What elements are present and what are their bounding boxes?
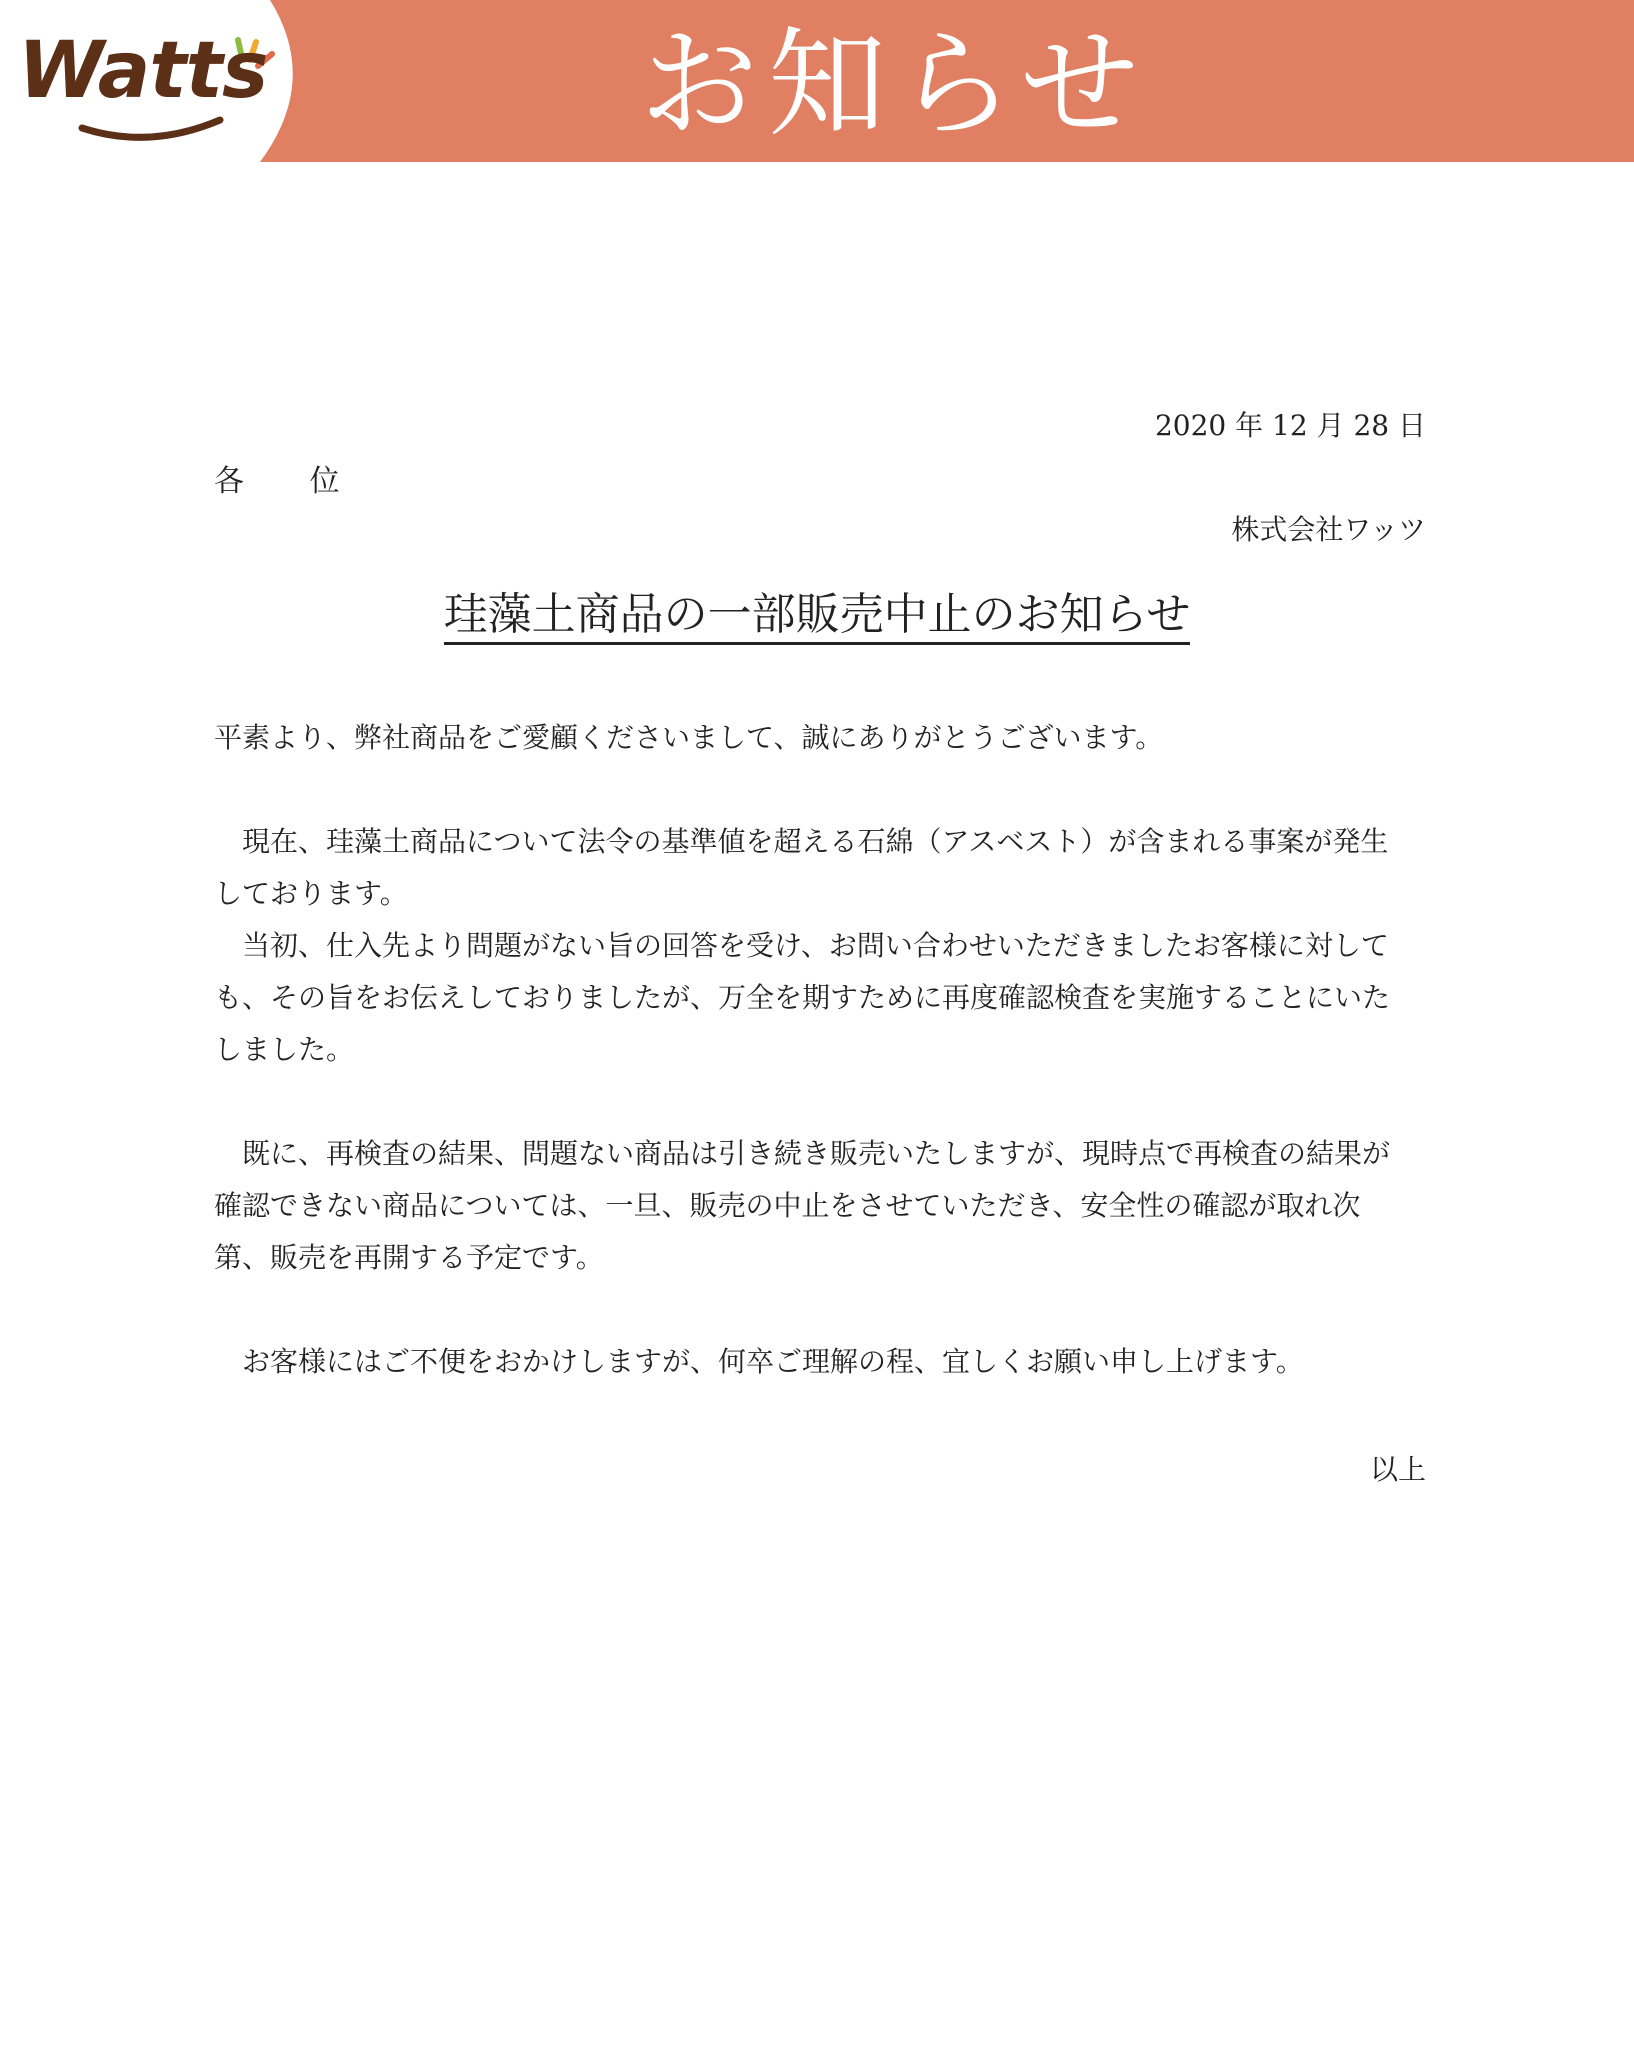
company-name: 株式会社ワッツ (1231, 513, 1426, 546)
letter-body (214, 712, 1404, 1388)
page-title: お知らせ (640, 15, 1149, 153)
letter-addressee: 各 位 (214, 464, 368, 499)
logo[interactable] (0, 0, 300, 162)
notice-title-container (0, 578, 1634, 642)
closing-mark: 以上 (1369, 1453, 1426, 1486)
letter-date: 2020 年 12 月 28 日 (1154, 409, 1426, 442)
paragraph-1: 現在、珪藻土商品について法令の基準値を超える石綿（アスベスト）が含まれる事案が発生しております。 (214, 825, 1389, 910)
paragraph-4: お客様にはご不便をおかけしますが、何卒ご理解の程、宜しくお願い申し上げます。 (242, 1345, 1304, 1378)
greeting-paragraph: 平素より、弊社商品をご愛顧くださいまして、誠にありがとうございます。 (214, 721, 1164, 754)
paragraph-2: 当初、仕入先より問題がない旨の回答を受け、お問い合わせいただきましたお客様に対しても、その旨をお伝えしておりましたが、万全を期すために再度確認検査を実施することにいたしました。 (214, 929, 1391, 1066)
paragraph-3: 既に、再検査の結果、問題ない商品は引き続き販売いたしますが、現時点で再検査の結果が確認できない商品については、一旦、販売の中止をさせていただき、安全性の確認が取れ次第、販売を再開する予定です。 (214, 1137, 1391, 1274)
logo-text: Watts (18, 26, 268, 116)
notice-title: 珪藻土商品の一部販売中止のお知らせ (444, 589, 1191, 645)
header-banner (0, 0, 1634, 162)
